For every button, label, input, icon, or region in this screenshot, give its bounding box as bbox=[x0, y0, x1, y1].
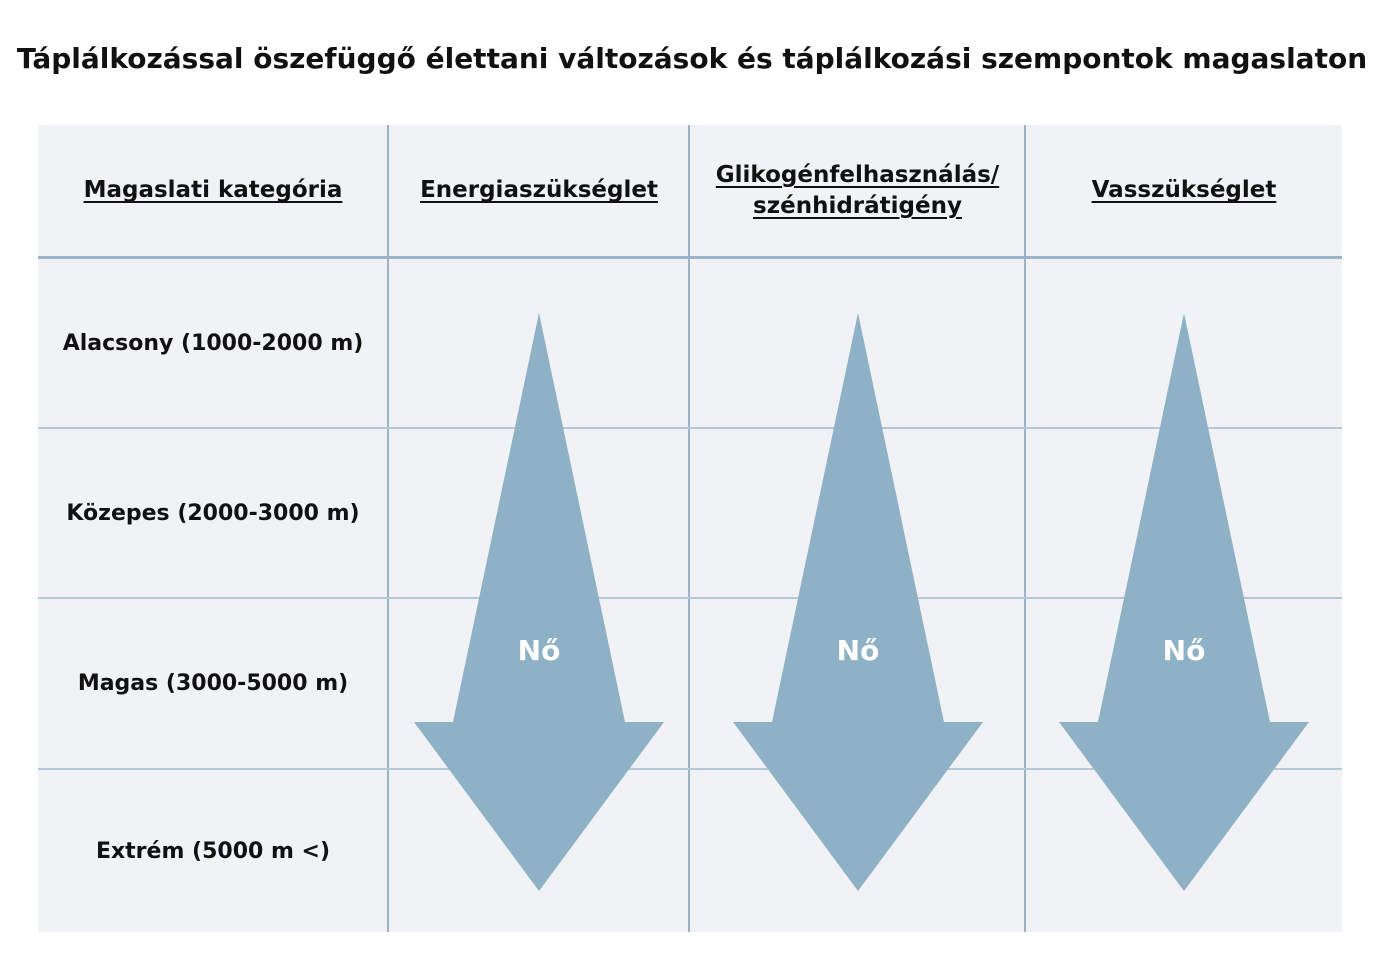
down-arrow-icon bbox=[414, 313, 664, 891]
arrow-glycogen-label: Nő bbox=[836, 634, 880, 667]
row-label-high: Magas (3000-5000 m) bbox=[77, 671, 349, 696]
down-arrow-icon bbox=[1059, 313, 1309, 891]
header-iron-label: Vasszükséglet bbox=[1091, 177, 1277, 204]
header-glycogen-label-line2: szénhidrátigény bbox=[753, 193, 962, 219]
row-label-extreme: Extrém (5000 m <) bbox=[95, 838, 331, 864]
arrow-energy bbox=[414, 313, 664, 891]
header-glycogen-label-line1: Glikogénfelhasználás/ bbox=[715, 161, 1000, 188]
arrow-iron-label: Nő bbox=[1162, 634, 1206, 667]
down-arrow-icon bbox=[733, 313, 983, 891]
header-altitude-category-label: Magaslati kategória bbox=[83, 177, 343, 204]
row-label-low: Alacsony (1000-2000 m) bbox=[62, 330, 364, 356]
arrow-energy-label: Nő bbox=[517, 634, 561, 667]
arrow-iron bbox=[1059, 313, 1309, 891]
header-energy-label: Energiaszükséglet bbox=[420, 177, 658, 204]
arrows-layer bbox=[38, 125, 1342, 932]
arrow-glycogen bbox=[733, 313, 983, 891]
row-label-moderate: Közepes (2000-3000 m) bbox=[66, 500, 360, 526]
altitude-table bbox=[38, 125, 1342, 932]
diagram-title: Táplálkozással öszefüggő élettani változások és táplálkozási szempontok magaslaton bbox=[16, 42, 1368, 75]
